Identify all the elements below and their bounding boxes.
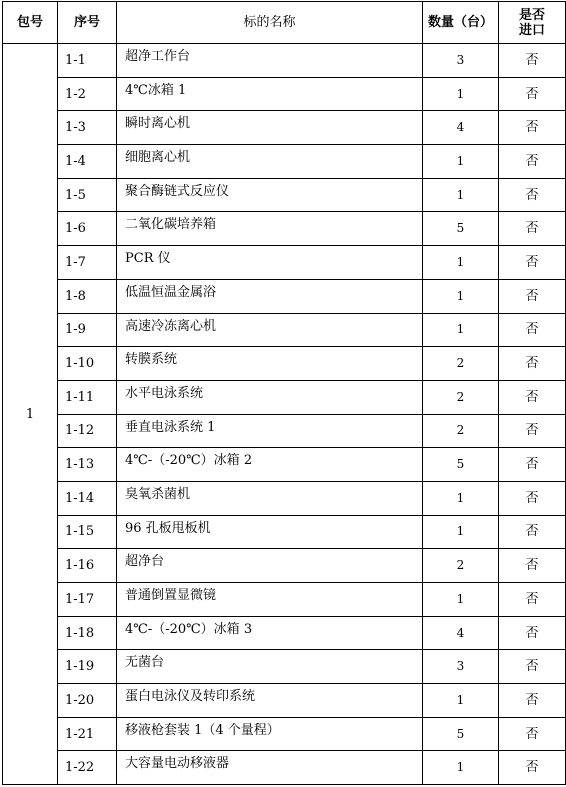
imported-cell: 否	[499, 751, 566, 785]
imported-cell: 否	[499, 212, 566, 246]
qty-cell: 4	[423, 616, 499, 650]
name-cell: 低温恒温金属浴	[117, 279, 423, 313]
header-imported-line1: 是否	[518, 7, 545, 23]
table-row	[3, 145, 566, 179]
header-name: 标的名称	[117, 2, 423, 44]
seq-cell: 1-21	[58, 717, 117, 751]
header-imported-line2: 进口	[518, 22, 545, 38]
imported-cell: 否	[499, 279, 566, 313]
seq-cell: 1-6	[58, 212, 117, 246]
header-imported	[499, 2, 566, 44]
qty-cell: 1	[423, 515, 499, 549]
seq-cell: 1-3	[58, 111, 117, 145]
imported-cell: 否	[499, 515, 566, 549]
qty-cell: 1	[423, 178, 499, 212]
imported-cell: 否	[499, 414, 566, 448]
name-cell: 移液枪套装 1（4 个量程）	[117, 717, 423, 751]
table-row	[3, 279, 566, 313]
table-row	[3, 246, 566, 280]
seq-cell: 1-15	[58, 515, 117, 549]
name-cell: 细胞离心机	[117, 145, 423, 179]
seq-cell: 1-16	[58, 549, 117, 583]
seq-cell: 1-20	[58, 684, 117, 718]
seq-cell: 1-10	[58, 347, 117, 381]
seq-cell: 1-22	[58, 751, 117, 785]
seq-cell: 1-5	[58, 178, 117, 212]
table-row	[3, 414, 566, 448]
imported-cell: 否	[499, 111, 566, 145]
qty-cell: 2	[423, 380, 499, 414]
table-row	[3, 448, 566, 482]
name-cell: 高速冷冻离心机	[117, 313, 423, 347]
table-row	[3, 616, 566, 650]
header-package: 包号	[3, 2, 58, 44]
name-cell: 4℃-（-20℃）冰箱 2	[117, 448, 423, 482]
qty-cell: 3	[423, 650, 499, 684]
name-cell: 蛋白电泳仪及转印系统	[117, 684, 423, 718]
imported-cell: 否	[499, 246, 566, 280]
imported-cell: 否	[499, 145, 566, 179]
imported-cell: 否	[499, 448, 566, 482]
qty-cell: 1	[423, 145, 499, 179]
header-qty: 数量（台）	[423, 2, 499, 44]
qty-cell: 1	[423, 279, 499, 313]
seq-cell: 1-14	[58, 481, 117, 515]
qty-cell: 5	[423, 212, 499, 246]
imported-cell: 否	[499, 717, 566, 751]
imported-cell: 否	[499, 313, 566, 347]
table-row	[3, 380, 566, 414]
seq-cell: 1-2	[58, 77, 117, 111]
imported-cell: 否	[499, 583, 566, 617]
qty-cell: 1	[423, 246, 499, 280]
table-body	[3, 44, 566, 785]
imported-cell: 否	[499, 616, 566, 650]
table-row	[3, 44, 566, 78]
name-cell: 瞬时离心机	[117, 111, 423, 145]
name-cell: 96 孔板甩板机	[117, 515, 423, 549]
table-header	[3, 2, 566, 44]
qty-cell: 4	[423, 111, 499, 145]
qty-cell: 1	[423, 481, 499, 515]
table-row	[3, 549, 566, 583]
name-cell: 超净工作台	[117, 44, 423, 78]
seq-cell: 1-9	[58, 313, 117, 347]
table-row	[3, 515, 566, 549]
name-cell: 4℃冰箱 1	[117, 77, 423, 111]
seq-cell: 1-1	[58, 44, 117, 78]
name-cell: 4℃-（-20℃）冰箱 3	[117, 616, 423, 650]
imported-cell: 否	[499, 77, 566, 111]
equipment-table	[2, 1, 566, 785]
name-cell: 大容量电动移液器	[117, 751, 423, 785]
name-cell: 臭氧杀菌机	[117, 481, 423, 515]
qty-cell: 1	[423, 77, 499, 111]
name-cell: PCR 仪	[117, 246, 423, 280]
seq-cell: 1-18	[58, 616, 117, 650]
table-row	[3, 751, 566, 785]
table-row	[3, 583, 566, 617]
seq-cell: 1-12	[58, 414, 117, 448]
imported-cell: 否	[499, 549, 566, 583]
seq-cell: 1-11	[58, 380, 117, 414]
table-row	[3, 481, 566, 515]
imported-cell: 否	[499, 684, 566, 718]
header-seq: 序号	[58, 2, 117, 44]
table-row	[3, 717, 566, 751]
name-cell: 转膜系统	[117, 347, 423, 381]
table-row	[3, 313, 566, 347]
qty-cell: 2	[423, 347, 499, 381]
name-cell: 聚合酶链式反应仪	[117, 178, 423, 212]
table-row	[3, 77, 566, 111]
seq-cell: 1-8	[58, 279, 117, 313]
table-row	[3, 178, 566, 212]
name-cell: 垂直电泳系统 1	[117, 414, 423, 448]
seq-cell: 1-13	[58, 448, 117, 482]
seq-cell: 1-19	[58, 650, 117, 684]
imported-cell: 否	[499, 650, 566, 684]
qty-cell: 3	[423, 44, 499, 78]
name-cell: 水平电泳系统	[117, 380, 423, 414]
table-row	[3, 650, 566, 684]
imported-cell: 否	[499, 380, 566, 414]
package-number-cell: 1	[3, 44, 58, 785]
qty-cell: 2	[423, 414, 499, 448]
seq-cell: 1-4	[58, 145, 117, 179]
seq-cell: 1-7	[58, 246, 117, 280]
imported-cell: 否	[499, 178, 566, 212]
imported-cell: 否	[499, 44, 566, 78]
qty-cell: 5	[423, 717, 499, 751]
qty-cell: 1	[423, 583, 499, 617]
name-cell: 无菌台	[117, 650, 423, 684]
table-row	[3, 212, 566, 246]
name-cell: 普通倒置显微镜	[117, 583, 423, 617]
header-row	[3, 2, 566, 44]
imported-cell: 否	[499, 481, 566, 515]
qty-cell: 5	[423, 448, 499, 482]
qty-cell: 1	[423, 313, 499, 347]
qty-cell: 1	[423, 684, 499, 718]
qty-cell: 2	[423, 549, 499, 583]
table-row	[3, 347, 566, 381]
imported-cell: 否	[499, 347, 566, 381]
table-row	[3, 111, 566, 145]
name-cell: 超净台	[117, 549, 423, 583]
seq-cell: 1-17	[58, 583, 117, 617]
table-row	[3, 684, 566, 718]
qty-cell: 1	[423, 751, 499, 785]
name-cell: 二氧化碳培养箱	[117, 212, 423, 246]
